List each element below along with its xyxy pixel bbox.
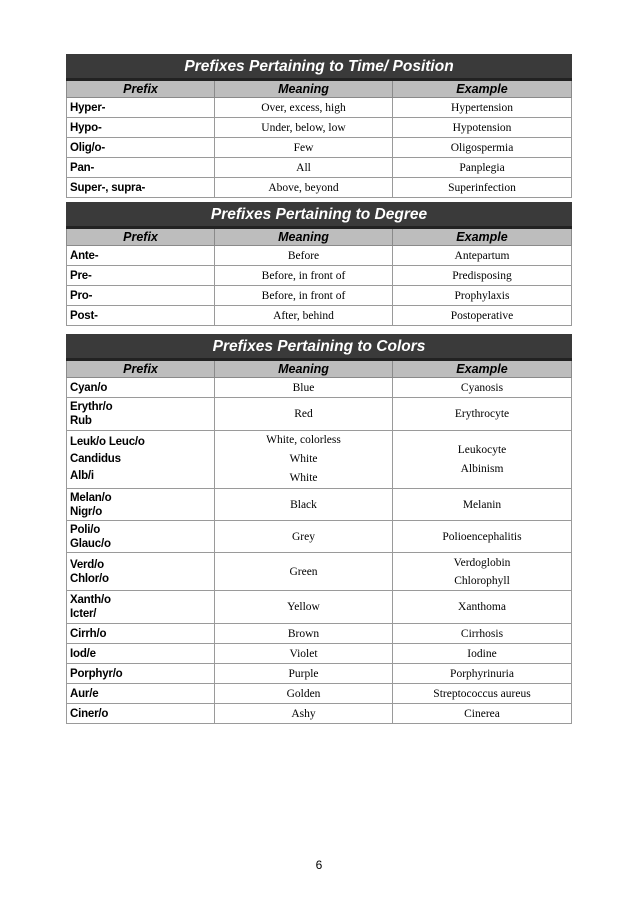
table-row bbox=[67, 118, 572, 138]
example-cell: Erythrocyte bbox=[393, 398, 572, 431]
meaning-cell: Grey bbox=[215, 521, 393, 553]
table-row bbox=[67, 138, 572, 158]
meaning-cell: Purple bbox=[215, 664, 393, 684]
prefix-cell: Olig/o- bbox=[67, 138, 215, 158]
meaning-cell: White, colorless White White bbox=[215, 431, 393, 489]
table-title: Prefixes Pertaining to Time/ Position bbox=[67, 55, 572, 80]
example-cell: Predisposing bbox=[393, 266, 572, 286]
prefix-cell: Pan- bbox=[67, 158, 215, 178]
table-row bbox=[67, 398, 572, 431]
column-header-example: Example bbox=[393, 360, 572, 378]
example-cell: Cirrhosis bbox=[393, 624, 572, 644]
example-cell: Panplegia bbox=[393, 158, 572, 178]
prefix-cell: Erythr/o Rub bbox=[67, 398, 215, 431]
prefix-cell: Hypo- bbox=[67, 118, 215, 138]
table-row bbox=[67, 664, 572, 684]
table-row bbox=[67, 553, 572, 591]
example-cell: Cyanosis bbox=[393, 378, 572, 398]
table-title: Prefixes Pertaining to Colors bbox=[67, 335, 572, 360]
time-position-table bbox=[66, 54, 572, 198]
example-cell: Oligospermia bbox=[393, 138, 572, 158]
meaning-cell: Yellow bbox=[215, 591, 393, 624]
example-cell: Postoperative bbox=[393, 306, 572, 326]
example-cell: Verdoglobin Chlorophyll bbox=[393, 553, 572, 591]
meaning-cell: All bbox=[215, 158, 393, 178]
table-row bbox=[67, 489, 572, 521]
column-header-meaning: Meaning bbox=[215, 228, 393, 246]
meaning-cell: Red bbox=[215, 398, 393, 431]
table-row bbox=[67, 98, 572, 118]
table-row bbox=[67, 266, 572, 286]
table-row bbox=[67, 624, 572, 644]
prefix-cell: Porphyr/o bbox=[67, 664, 215, 684]
meaning-cell: Brown bbox=[215, 624, 393, 644]
meaning-cell: Before, in front of bbox=[215, 286, 393, 306]
example-cell: Xanthoma bbox=[393, 591, 572, 624]
example-cell: Iodine bbox=[393, 644, 572, 664]
meaning-cell: Blue bbox=[215, 378, 393, 398]
prefix-cell: Pre- bbox=[67, 266, 215, 286]
example-cell: Melanin bbox=[393, 489, 572, 521]
example-cell: Prophylaxis bbox=[393, 286, 572, 306]
column-header-prefix: Prefix bbox=[67, 360, 215, 378]
prefix-cell: Leuk/o Leuc/o Candidus Alb/i bbox=[67, 431, 215, 489]
example-cell: Porphyrinuria bbox=[393, 664, 572, 684]
table-row bbox=[67, 521, 572, 553]
meaning-cell: Green bbox=[215, 553, 393, 591]
meaning-cell: Black bbox=[215, 489, 393, 521]
prefix-cell: Ante- bbox=[67, 246, 215, 266]
meaning-cell: Before, in front of bbox=[215, 266, 393, 286]
example-cell: Leukocyte Albinism bbox=[393, 431, 572, 489]
example-cell: Hypotension bbox=[393, 118, 572, 138]
table-row bbox=[67, 246, 572, 266]
prefix-cell: Super-, supra- bbox=[67, 178, 215, 198]
meaning-cell: Violet bbox=[215, 644, 393, 664]
column-header-prefix: Prefix bbox=[67, 228, 215, 246]
meaning-cell: Above, beyond bbox=[215, 178, 393, 198]
degree-table bbox=[66, 202, 572, 326]
table-title: Prefixes Pertaining to Degree bbox=[67, 203, 572, 228]
table-row bbox=[67, 158, 572, 178]
example-cell: Polioencephalitis bbox=[393, 521, 572, 553]
prefix-cell: Ciner/o bbox=[67, 704, 215, 724]
table-row bbox=[67, 591, 572, 624]
table-row bbox=[67, 286, 572, 306]
prefix-cell: Poli/o Glauc/o bbox=[67, 521, 215, 553]
example-cell: Superinfection bbox=[393, 178, 572, 198]
prefix-cell: Hyper- bbox=[67, 98, 215, 118]
prefix-cell: Verd/o Chlor/o bbox=[67, 553, 215, 591]
table-row bbox=[67, 306, 572, 326]
meaning-cell: Before bbox=[215, 246, 393, 266]
meaning-cell: Golden bbox=[215, 684, 393, 704]
example-cell: Streptococcus aureus bbox=[393, 684, 572, 704]
meaning-cell: Under, below, low bbox=[215, 118, 393, 138]
prefix-cell: Pro- bbox=[67, 286, 215, 306]
table-row bbox=[67, 178, 572, 198]
column-header-meaning: Meaning bbox=[215, 360, 393, 378]
prefix-cell: Iod/e bbox=[67, 644, 215, 664]
table-row bbox=[67, 684, 572, 704]
colors-table bbox=[66, 334, 572, 724]
example-cell: Antepartum bbox=[393, 246, 572, 266]
meaning-cell: After, behind bbox=[215, 306, 393, 326]
column-header-example: Example bbox=[393, 80, 572, 98]
example-cell: Hypertension bbox=[393, 98, 572, 118]
meaning-cell: Ashy bbox=[215, 704, 393, 724]
column-header-meaning: Meaning bbox=[215, 80, 393, 98]
table-row bbox=[67, 644, 572, 664]
table-row bbox=[67, 378, 572, 398]
table-row bbox=[67, 431, 572, 489]
prefix-cell: Melan/o Nigr/o bbox=[67, 489, 215, 521]
prefix-cell: Cyan/o bbox=[67, 378, 215, 398]
table-row bbox=[67, 704, 572, 724]
prefix-cell: Aur/e bbox=[67, 684, 215, 704]
column-header-prefix: Prefix bbox=[67, 80, 215, 98]
prefix-cell: Post- bbox=[67, 306, 215, 326]
meaning-cell: Few bbox=[215, 138, 393, 158]
page-number: 6 bbox=[315, 858, 323, 872]
prefix-cell: Xanth/o Icter/ bbox=[67, 591, 215, 624]
example-cell: Cinerea bbox=[393, 704, 572, 724]
meaning-cell: Over, excess, high bbox=[215, 98, 393, 118]
prefix-cell: Cirrh/o bbox=[67, 624, 215, 644]
column-header-example: Example bbox=[393, 228, 572, 246]
